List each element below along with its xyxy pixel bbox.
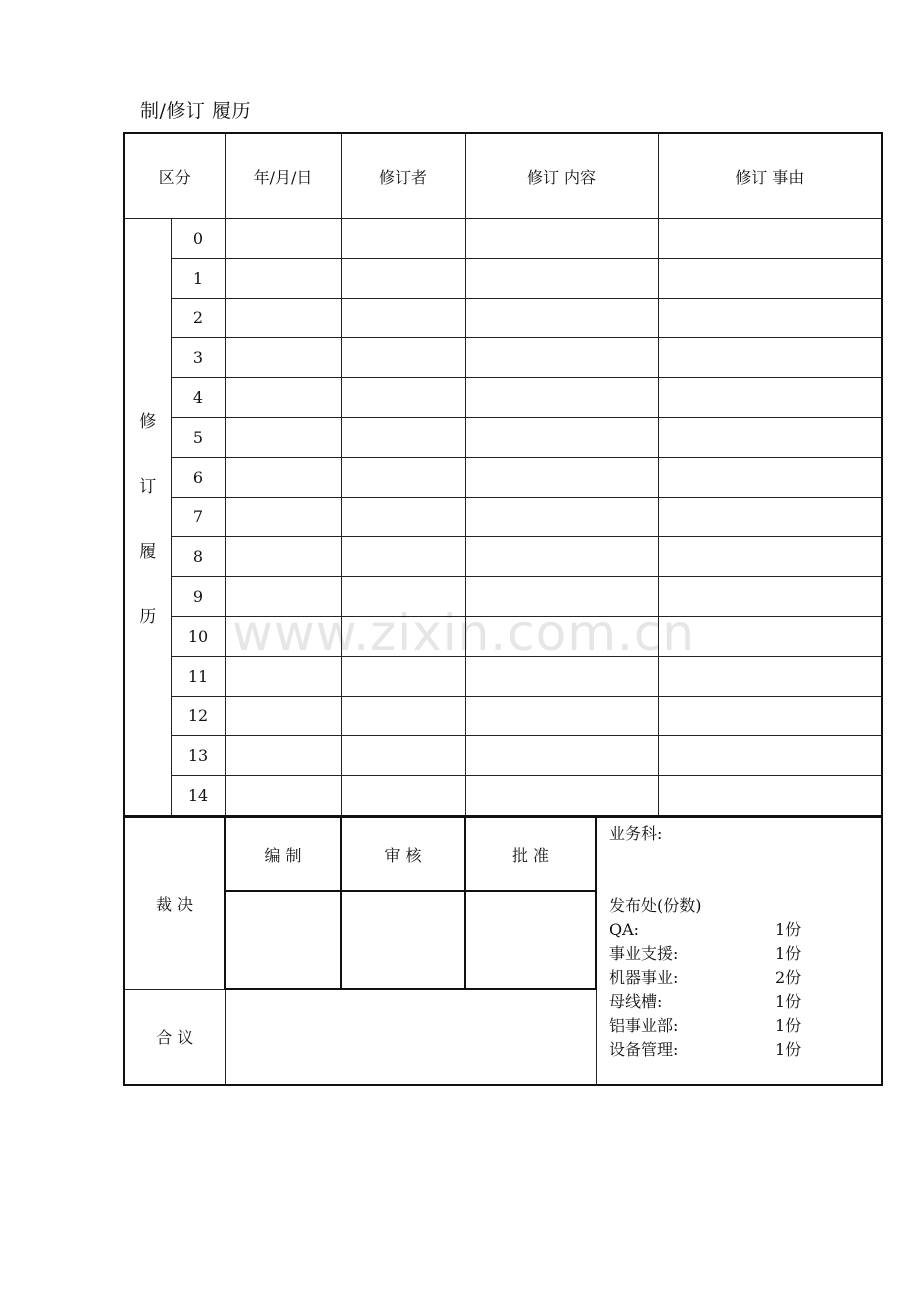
row-number: 10 — [171, 616, 225, 656]
cell-reason[interactable] — [658, 736, 882, 776]
approval-header-prepare: 编 制 — [225, 817, 341, 891]
header-category: 区分 — [124, 133, 225, 219]
cell-date[interactable] — [225, 338, 341, 378]
distribution-item-name: 机器事业: — [609, 968, 679, 987]
cell-reason[interactable] — [658, 258, 882, 298]
cell-date[interactable] — [225, 616, 341, 656]
row-number: 6 — [171, 457, 225, 497]
table-row — [124, 457, 882, 497]
cell-reason[interactable] — [658, 497, 882, 537]
cell-date[interactable] — [225, 537, 341, 577]
distribution-item-name: 设备管理: — [609, 1040, 679, 1059]
table-row — [124, 219, 882, 259]
table-row — [124, 537, 882, 577]
approval-header-approve: 批 准 — [465, 817, 596, 891]
header-reviser: 修订者 — [341, 133, 465, 219]
cell-date[interactable] — [225, 219, 341, 259]
cell-content[interactable] — [465, 656, 658, 696]
cell-reviser[interactable] — [341, 298, 465, 338]
cell-reason[interactable] — [658, 298, 882, 338]
cell-reviser[interactable] — [341, 258, 465, 298]
table-row — [124, 656, 882, 696]
distribution-item — [609, 942, 869, 966]
distribution-item-name: QA: — [609, 920, 640, 939]
table-row — [124, 298, 882, 338]
distribution-item — [609, 1038, 869, 1062]
cell-date[interactable] — [225, 258, 341, 298]
row-number: 13 — [171, 736, 225, 776]
cell-reviser[interactable] — [341, 378, 465, 418]
header-reason: 修订 事由 — [658, 133, 882, 219]
cell-date[interactable] — [225, 497, 341, 537]
row-number: 3 — [171, 338, 225, 378]
cell-reason[interactable] — [658, 537, 882, 577]
row-number: 5 — [171, 417, 225, 457]
distribution-item — [609, 966, 869, 990]
table-row — [124, 776, 882, 816]
table-row — [124, 736, 882, 776]
cell-content[interactable] — [465, 219, 658, 259]
cell-reviser[interactable] — [341, 497, 465, 537]
cell-reason[interactable] — [658, 577, 882, 617]
page-title: 制/修订 履历 — [140, 100, 251, 122]
approval-label: 裁 决 — [124, 817, 225, 989]
table-row — [124, 577, 882, 617]
distribution-item — [609, 990, 869, 1014]
table-row — [124, 616, 882, 656]
distribution-item-name: 母线槽: — [609, 992, 663, 1011]
cell-content[interactable] — [465, 457, 658, 497]
cell-reason[interactable] — [658, 457, 882, 497]
cell-reviser[interactable] — [341, 736, 465, 776]
cell-content[interactable] — [465, 616, 658, 656]
table-row — [124, 696, 882, 736]
header-content: 修订 内容 — [465, 133, 658, 219]
cell-reviser[interactable] — [341, 776, 465, 816]
table-row — [124, 378, 882, 418]
meeting-content[interactable] — [225, 989, 596, 1085]
distribution-item — [609, 918, 869, 942]
dept-label: 业务科: — [609, 824, 663, 843]
cell-content[interactable] — [465, 696, 658, 736]
side-label-char: 履 — [139, 541, 157, 562]
watermark: www.zixin.com.cn — [232, 604, 696, 662]
cell-reviser[interactable] — [341, 696, 465, 736]
cell-content[interactable] — [465, 298, 658, 338]
cell-reviser[interactable] — [341, 616, 465, 656]
signature-review[interactable] — [341, 891, 465, 989]
cell-reason[interactable] — [658, 378, 882, 418]
cell-reviser[interactable] — [341, 219, 465, 259]
cell-reason[interactable] — [658, 338, 882, 378]
cell-date[interactable] — [225, 656, 341, 696]
cell-date[interactable] — [225, 577, 341, 617]
side-label-char: 修 — [139, 411, 157, 432]
row-number: 7 — [171, 497, 225, 537]
cell-reason[interactable] — [658, 656, 882, 696]
cell-content[interactable] — [465, 338, 658, 378]
cell-date[interactable] — [225, 736, 341, 776]
distribution-panel — [596, 817, 882, 1085]
cell-date[interactable] — [225, 417, 341, 457]
cell-content[interactable] — [465, 776, 658, 816]
distribution-heading: 发布处(份数) — [609, 896, 702, 915]
header-row — [124, 133, 882, 219]
table-row — [124, 338, 882, 378]
side-label-char: 历 — [139, 606, 157, 627]
cell-reason[interactable] — [658, 417, 882, 457]
side-label-char: 订 — [139, 476, 157, 497]
signature-approve[interactable] — [465, 891, 596, 989]
distribution-item-count: 1份 — [775, 992, 802, 1011]
cell-reason[interactable] — [658, 616, 882, 656]
cell-content[interactable] — [465, 378, 658, 418]
cell-content[interactable] — [465, 258, 658, 298]
cell-date[interactable] — [225, 378, 341, 418]
header-date: 年/月/日 — [225, 133, 341, 219]
cell-date[interactable] — [225, 776, 341, 816]
side-label-cell — [124, 219, 171, 816]
distribution-item-count: 1份 — [775, 944, 802, 963]
table-row — [124, 497, 882, 537]
distribution-item-name: 铝事业部: — [609, 1016, 679, 1035]
cell-content[interactable] — [465, 577, 658, 617]
row-number: 0 — [171, 219, 225, 259]
row-number: 11 — [171, 656, 225, 696]
cell-reviser[interactable] — [341, 656, 465, 696]
meeting-label: 合 议 — [124, 989, 225, 1085]
cell-content[interactable] — [465, 537, 658, 577]
approval-header-review: 审 核 — [341, 817, 465, 891]
cell-reviser[interactable] — [341, 457, 465, 497]
cell-content[interactable] — [465, 736, 658, 776]
cell-content[interactable] — [465, 417, 658, 457]
cell-date[interactable] — [225, 696, 341, 736]
row-number: 9 — [171, 577, 225, 617]
table-row — [124, 258, 882, 298]
cell-date[interactable] — [225, 298, 341, 338]
distribution-item-count: 2份 — [775, 968, 802, 987]
distribution-item-count: 1份 — [775, 920, 802, 939]
cell-date[interactable] — [225, 457, 341, 497]
cell-reviser[interactable] — [341, 417, 465, 457]
distribution-item-count: 1份 — [775, 1016, 802, 1035]
row-number: 2 — [171, 298, 225, 338]
revision-history-table — [123, 132, 883, 817]
distribution-item — [609, 1014, 869, 1038]
row-number: 4 — [171, 378, 225, 418]
distribution-item-name: 事业支援: — [609, 944, 679, 963]
distribution-item-count: 1份 — [775, 1040, 802, 1059]
signature-prepare[interactable] — [225, 891, 341, 989]
cell-reviser[interactable] — [341, 537, 465, 577]
row-number: 1 — [171, 258, 225, 298]
cell-reason[interactable] — [658, 219, 882, 259]
row-number: 8 — [171, 537, 225, 577]
cell-content[interactable] — [465, 497, 658, 537]
cell-reason[interactable] — [658, 696, 882, 736]
cell-reviser[interactable] — [341, 338, 465, 378]
row-number: 12 — [171, 696, 225, 736]
cell-reason[interactable] — [658, 776, 882, 816]
approval-table — [123, 816, 883, 1086]
cell-reviser[interactable] — [341, 577, 465, 617]
row-number: 14 — [171, 776, 225, 816]
table-row — [124, 417, 882, 457]
